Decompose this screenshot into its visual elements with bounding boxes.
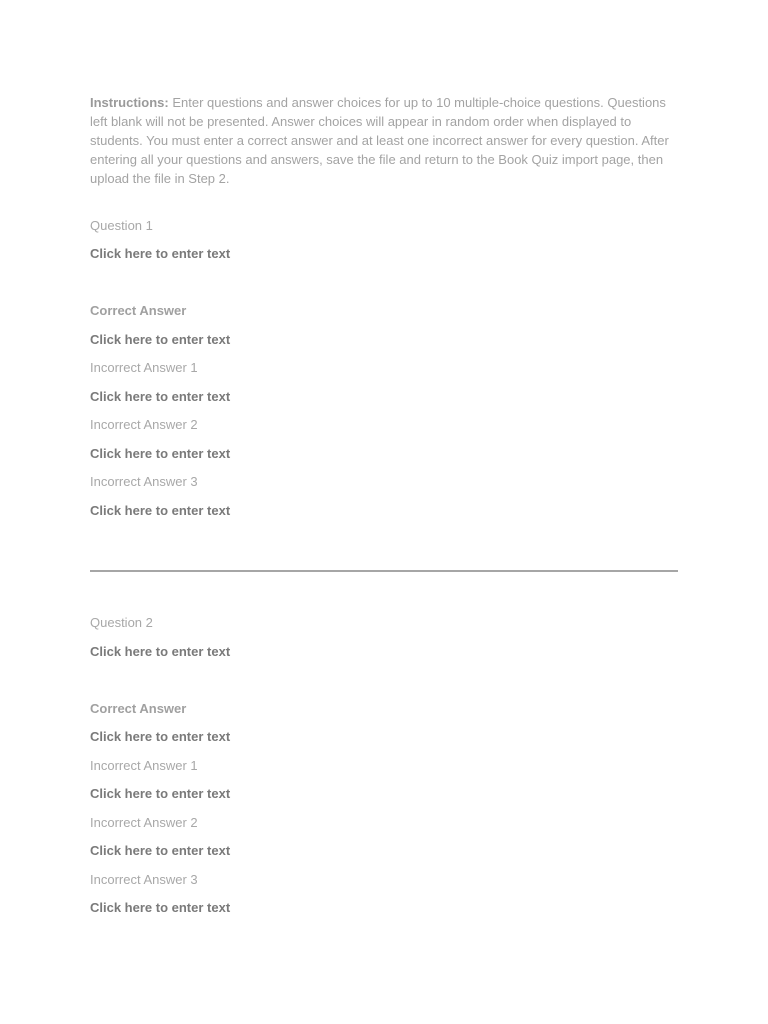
question-1-incorrect-answer-1-field[interactable]: Click here to enter text	[90, 389, 231, 404]
question-1-correct-answer-field[interactable]: Click here to enter text	[90, 332, 231, 347]
instructions-text: Enter questions and answer choices for up to 10 multiple-choice questions. Questions left blank will not be presented. Answer choices will appear in random order when displayed to students. You must enter a correct answer and at least one incorrect answer for every question. After entering all your questions and answers, save the file and return to the Book Quiz import page, then upload the file in Step 2.	[90, 95, 669, 186]
question-2-incorrect-answer-3-label: Incorrect Answer 3	[90, 872, 198, 887]
question-2-correct-answer-label: Correct Answer	[90, 701, 187, 716]
question-1-text-field[interactable]: Click here to enter text	[90, 246, 231, 261]
question-1-incorrect-answer-2-label: Incorrect Answer 2	[90, 417, 198, 432]
question-1-incorrect-answer-3-label: Incorrect Answer 3	[90, 474, 198, 489]
question-2-incorrect-answer-1-label: Incorrect Answer 1	[90, 758, 198, 773]
question-1-incorrect-answer-3-field[interactable]: Click here to enter text	[90, 503, 231, 518]
question-1-incorrect-answer-1-label: Incorrect Answer 1	[90, 360, 198, 375]
question-1-correct-answer-label: Correct Answer	[90, 303, 187, 318]
question-2-incorrect-answer-3-field[interactable]: Click here to enter text	[90, 900, 231, 915]
question-2-correct-answer-field[interactable]: Click here to enter text	[90, 729, 231, 744]
question-2-text-field[interactable]: Click here to enter text	[90, 644, 231, 659]
instructions-heading: Instructions:	[90, 95, 169, 110]
instructions-paragraph	[90, 93, 680, 188]
question-divider	[90, 570, 678, 572]
question-2-incorrect-answer-2-field[interactable]: Click here to enter text	[90, 843, 231, 858]
question-1-label: Question 1	[90, 218, 153, 233]
question-2-incorrect-answer-1-field[interactable]: Click here to enter text	[90, 786, 231, 801]
question-2-incorrect-answer-2-label: Incorrect Answer 2	[90, 815, 198, 830]
question-1-incorrect-answer-2-field[interactable]: Click here to enter text	[90, 446, 231, 461]
question-2-label: Question 2	[90, 615, 153, 630]
